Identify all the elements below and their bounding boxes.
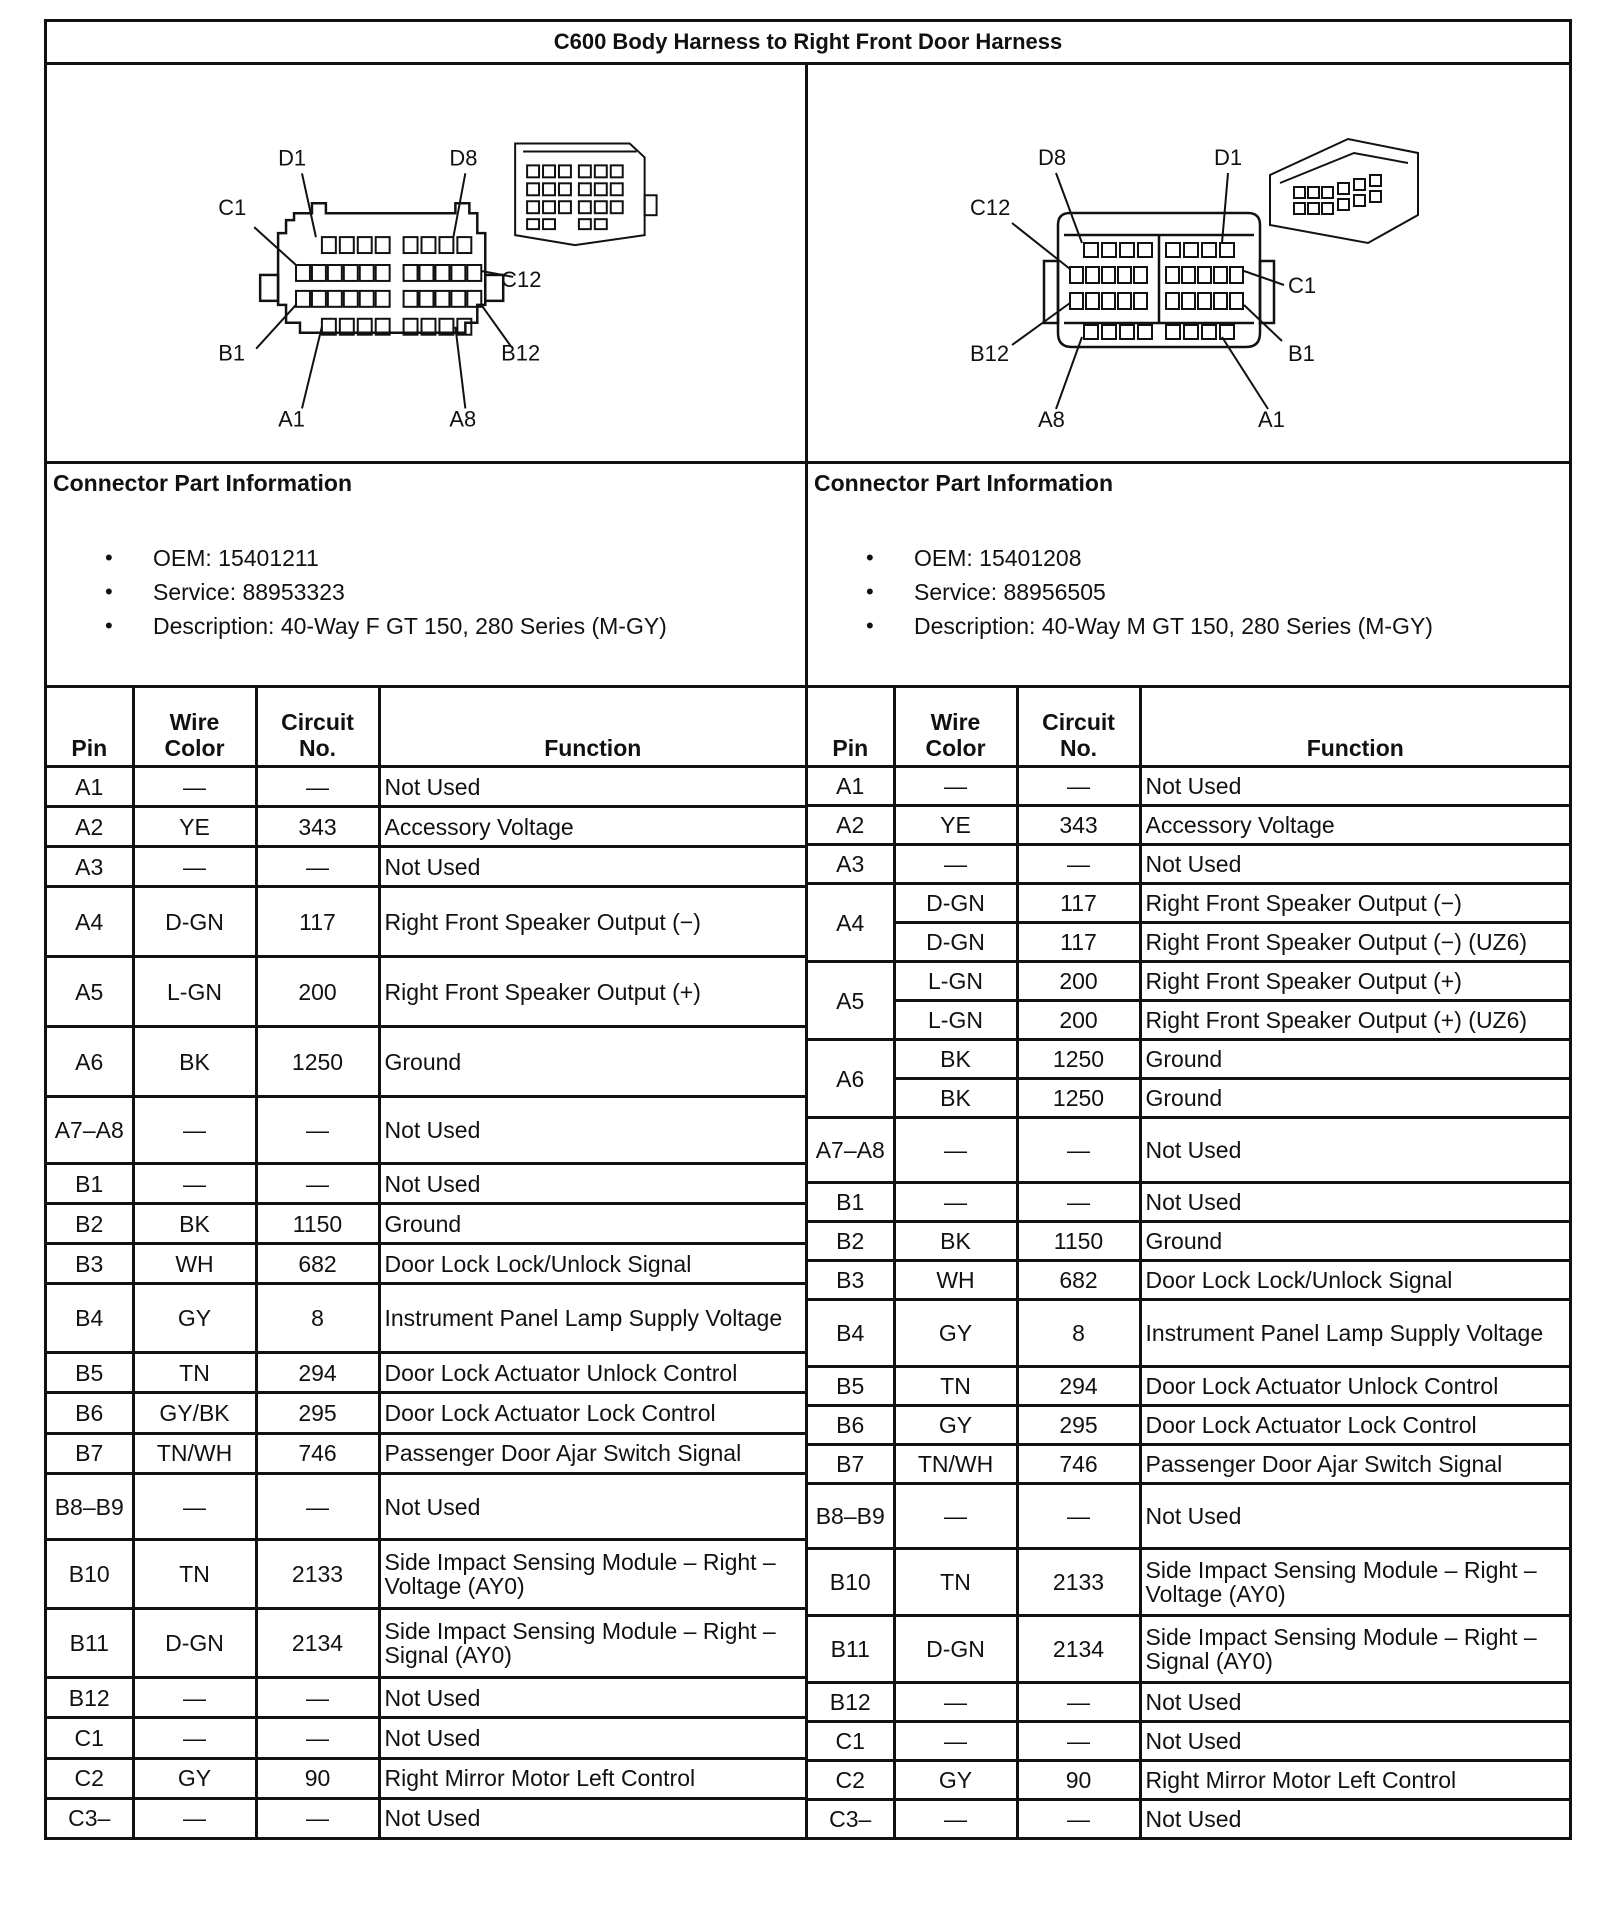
circuit-cell: 200 bbox=[1017, 1001, 1140, 1040]
function-cell: Side Impact Sensing Module – Right – Signal (AY0) bbox=[379, 1609, 807, 1678]
wire-color-cell: — bbox=[894, 845, 1017, 884]
wire-color-cell: — bbox=[894, 1118, 1017, 1183]
female-connector-face-drawing bbox=[47, 65, 805, 461]
circuit-cell: 682 bbox=[1017, 1261, 1140, 1300]
circuit-cell: 2133 bbox=[1017, 1549, 1140, 1616]
function-cell: Ground bbox=[1140, 1040, 1569, 1079]
circuit-cell: 295 bbox=[1017, 1406, 1140, 1445]
circuit-cell: 1250 bbox=[1017, 1040, 1140, 1079]
table-row bbox=[47, 807, 807, 847]
wire-color-cell: GY bbox=[894, 1406, 1017, 1445]
circuit-cell: — bbox=[256, 847, 379, 887]
function-cell: Not Used bbox=[379, 767, 807, 807]
pin-cell: B6 bbox=[808, 1406, 894, 1445]
table-row bbox=[47, 847, 807, 887]
function-cell: Not Used bbox=[379, 1678, 807, 1718]
circuit-cell: 682 bbox=[256, 1244, 379, 1284]
wire-color-cell: — bbox=[133, 1164, 256, 1204]
table-row bbox=[808, 1040, 1569, 1079]
pin-cell: B8–B9 bbox=[808, 1484, 894, 1549]
circuit-cell: 200 bbox=[256, 957, 379, 1027]
right-pinout-table bbox=[808, 688, 1569, 1837]
pin-cell: B5 bbox=[47, 1353, 133, 1393]
pin-label-a8: A8 bbox=[449, 406, 477, 432]
wire-color-cell: — bbox=[133, 1718, 256, 1758]
function-cell: Ground bbox=[1140, 1222, 1569, 1261]
pin-cell: B10 bbox=[808, 1549, 894, 1616]
table-row bbox=[808, 1683, 1569, 1722]
table-row bbox=[808, 1118, 1569, 1183]
circuit-cell: 1150 bbox=[1017, 1222, 1140, 1261]
function-cell: Side Impact Sensing Module – Right – Voltage (AY0) bbox=[379, 1540, 807, 1609]
function-cell: Side Impact Sensing Module – Right – Signal (AY0) bbox=[1140, 1616, 1569, 1683]
table-row bbox=[808, 1222, 1569, 1261]
part-info-heading: Connector Part Information bbox=[814, 470, 1114, 496]
circuit-cell: 746 bbox=[256, 1433, 379, 1473]
circuit-cell: — bbox=[256, 1097, 379, 1164]
circuit-cell: 746 bbox=[1017, 1445, 1140, 1484]
table-row bbox=[47, 1164, 807, 1204]
table-row bbox=[808, 1001, 1569, 1040]
wire-color-cell: GY bbox=[133, 1284, 256, 1353]
function-cell: Ground bbox=[1140, 1079, 1569, 1118]
function-cell: Door Lock Lock/Unlock Signal bbox=[1140, 1261, 1569, 1300]
wire-color-cell: TN bbox=[133, 1353, 256, 1393]
pin-cell: A4 bbox=[47, 887, 133, 957]
table-row bbox=[47, 1758, 807, 1798]
function-cell: Ground bbox=[379, 1204, 807, 1244]
circuit-cell: 2134 bbox=[1017, 1616, 1140, 1683]
table-row bbox=[47, 1204, 807, 1244]
pin-cell: B6 bbox=[47, 1393, 133, 1433]
pin-label-c1: C1 bbox=[1288, 273, 1317, 298]
wire-color-cell: YE bbox=[133, 807, 256, 847]
wire-color-cell: — bbox=[894, 1484, 1017, 1549]
wire-color-cell: WH bbox=[133, 1244, 256, 1284]
circuit-cell: — bbox=[256, 1798, 379, 1837]
circuit-cell: 117 bbox=[256, 887, 379, 957]
wire-color-cell: BK bbox=[894, 1079, 1017, 1118]
wire-color-cell: D-GN bbox=[133, 887, 256, 957]
table-row bbox=[808, 1261, 1569, 1300]
wire-color-cell: — bbox=[133, 1097, 256, 1164]
table-row bbox=[808, 1367, 1569, 1406]
pin-label-a1: A1 bbox=[1258, 407, 1285, 432]
function-cell: Door Lock Actuator Unlock Control bbox=[379, 1353, 807, 1393]
pin-cell: B4 bbox=[808, 1300, 894, 1367]
table-row bbox=[808, 1445, 1569, 1484]
wire-color-cell: D-GN bbox=[894, 1616, 1017, 1683]
pin-cell: A6 bbox=[47, 1027, 133, 1097]
pin-cell: B11 bbox=[47, 1609, 133, 1678]
table-row bbox=[47, 1609, 807, 1678]
connector-part-information bbox=[47, 464, 1569, 688]
pin-cell: A1 bbox=[808, 767, 894, 806]
part-info-heading: Connector Part Information bbox=[53, 470, 353, 496]
pin-cell: A5 bbox=[808, 962, 894, 1040]
table-row bbox=[47, 1678, 807, 1718]
pin-label-b12: B12 bbox=[501, 340, 541, 366]
table-row bbox=[808, 806, 1569, 845]
circuit-cell: — bbox=[1017, 845, 1140, 884]
table-row bbox=[808, 1300, 1569, 1367]
circuit-cell: 2134 bbox=[256, 1609, 379, 1678]
pin-label-d8: D8 bbox=[449, 145, 478, 171]
circuit-cell: — bbox=[1017, 1800, 1140, 1838]
function-cell: Ground bbox=[379, 1027, 807, 1097]
circuit-cell: 1150 bbox=[256, 1204, 379, 1244]
function-cell: Not Used bbox=[1140, 1118, 1569, 1183]
circuit-cell: — bbox=[1017, 767, 1140, 806]
wire-color-cell: WH bbox=[894, 1261, 1017, 1300]
pin-cell: B5 bbox=[808, 1367, 894, 1406]
table-row bbox=[47, 1540, 807, 1609]
circuit-cell: 117 bbox=[1017, 923, 1140, 962]
wire-color-cell: L-GN bbox=[894, 962, 1017, 1001]
table-row bbox=[47, 767, 807, 807]
pin-cell: A4 bbox=[808, 884, 894, 962]
table-row bbox=[808, 767, 1569, 806]
circuit-cell: 90 bbox=[1017, 1761, 1140, 1800]
function-cell: Not Used bbox=[379, 1097, 807, 1164]
pin-label-b1: B1 bbox=[1288, 341, 1315, 366]
function-cell: Right Front Speaker Output (+) bbox=[1140, 962, 1569, 1001]
function-cell: Accessory Voltage bbox=[1140, 806, 1569, 845]
function-cell: Right Front Speaker Output (−) (UZ6) bbox=[1140, 923, 1569, 962]
pin-cell: B2 bbox=[808, 1222, 894, 1261]
wire-color-cell: YE bbox=[894, 806, 1017, 845]
pin-label-c12: C12 bbox=[501, 266, 542, 292]
pinout-tables bbox=[47, 688, 1569, 1837]
function-cell: Right Front Speaker Output (+) bbox=[379, 957, 807, 1027]
function-cell: Right Front Speaker Output (+) (UZ6) bbox=[1140, 1001, 1569, 1040]
wire-color-cell: TN bbox=[894, 1549, 1017, 1616]
part-info-list bbox=[814, 541, 1563, 643]
circuit-cell: 1250 bbox=[256, 1027, 379, 1097]
left-connector-diagram bbox=[47, 65, 808, 461]
left-part-info bbox=[47, 464, 808, 685]
header-function: Function bbox=[1140, 688, 1569, 767]
table-row bbox=[808, 845, 1569, 884]
table-row bbox=[47, 1027, 807, 1097]
wire-color-cell: — bbox=[133, 767, 256, 807]
function-cell: Side Impact Sensing Module – Right – Voltage (AY0) bbox=[1140, 1549, 1569, 1616]
pin-label-d1: D1 bbox=[1214, 145, 1243, 170]
circuit-cell: 343 bbox=[1017, 806, 1140, 845]
description: • Description: 40-Way F GT 150, 280 Series (M-GY) bbox=[153, 609, 799, 643]
header-wire-color: Wire Color bbox=[133, 688, 256, 767]
table-row bbox=[808, 1549, 1569, 1616]
header-function: Function bbox=[379, 688, 807, 767]
circuit-cell: — bbox=[1017, 1683, 1140, 1722]
pin-label-d1: D1 bbox=[278, 145, 307, 171]
function-cell: Passenger Door Ajar Switch Signal bbox=[379, 1433, 807, 1473]
wire-color-cell: — bbox=[894, 767, 1017, 806]
pin-cell: A3 bbox=[47, 847, 133, 887]
pin-cell: B1 bbox=[808, 1183, 894, 1222]
oem-number: • OEM: 15401211 bbox=[153, 541, 799, 575]
pin-cell: A1 bbox=[47, 767, 133, 807]
pin-cell: A5 bbox=[47, 957, 133, 1027]
circuit-cell: — bbox=[1017, 1118, 1140, 1183]
wire-color-cell: BK bbox=[133, 1027, 256, 1097]
right-connector-diagram bbox=[808, 65, 1569, 461]
function-cell: Not Used bbox=[1140, 1800, 1569, 1838]
wire-color-cell: — bbox=[894, 1722, 1017, 1761]
table-row bbox=[808, 1800, 1569, 1838]
function-cell: Not Used bbox=[379, 1473, 807, 1540]
table-row bbox=[47, 1244, 807, 1284]
table-row bbox=[808, 962, 1569, 1001]
pin-cell: B11 bbox=[808, 1616, 894, 1683]
table-row bbox=[808, 884, 1569, 923]
wire-color-cell: TN bbox=[133, 1540, 256, 1609]
table-row bbox=[47, 1284, 807, 1353]
pinout-sheet bbox=[44, 19, 1572, 1840]
circuit-cell: — bbox=[1017, 1722, 1140, 1761]
wire-color-cell: GY/BK bbox=[133, 1393, 256, 1433]
circuit-cell: — bbox=[256, 1164, 379, 1204]
pin-cell: A3 bbox=[808, 845, 894, 884]
function-cell: Not Used bbox=[379, 1798, 807, 1837]
function-cell: Not Used bbox=[1140, 845, 1569, 884]
circuit-cell: 2133 bbox=[256, 1540, 379, 1609]
oem-number: • OEM: 15401208 bbox=[914, 541, 1563, 575]
pin-cell: A6 bbox=[808, 1040, 894, 1118]
pin-cell: C3– bbox=[47, 1798, 133, 1837]
wire-color-cell: — bbox=[133, 1473, 256, 1540]
circuit-cell: 117 bbox=[1017, 884, 1140, 923]
table-row bbox=[808, 923, 1569, 962]
function-cell: Not Used bbox=[1140, 1484, 1569, 1549]
header-wire-color: Wire Color bbox=[894, 688, 1017, 767]
function-cell: Door Lock Actuator Unlock Control bbox=[1140, 1367, 1569, 1406]
function-cell: Right Front Speaker Output (−) bbox=[1140, 884, 1569, 923]
circuit-cell: 90 bbox=[256, 1758, 379, 1798]
wire-color-cell: TN bbox=[894, 1367, 1017, 1406]
wire-color-cell: L-GN bbox=[894, 1001, 1017, 1040]
function-cell: Instrument Panel Lamp Supply Voltage bbox=[379, 1284, 807, 1353]
pin-cell: A7–A8 bbox=[47, 1097, 133, 1164]
circuit-cell: — bbox=[256, 767, 379, 807]
wire-color-cell: — bbox=[133, 847, 256, 887]
pin-cell: B1 bbox=[47, 1164, 133, 1204]
pin-cell: B12 bbox=[47, 1678, 133, 1718]
male-connector-face-drawing bbox=[808, 65, 1569, 461]
pin-cell: A7–A8 bbox=[808, 1118, 894, 1183]
pin-cell: C2 bbox=[808, 1761, 894, 1800]
circuit-cell: — bbox=[256, 1678, 379, 1718]
function-cell: Not Used bbox=[379, 1718, 807, 1758]
function-cell: Not Used bbox=[1140, 1683, 1569, 1722]
pin-cell: A2 bbox=[47, 807, 133, 847]
wire-color-cell: GY bbox=[133, 1758, 256, 1798]
service-number: • Service: 88956505 bbox=[914, 575, 1563, 609]
description: • Description: 40-Way M GT 150, 280 Series (M-GY) bbox=[914, 609, 1563, 643]
function-cell: Door Lock Lock/Unlock Signal bbox=[379, 1244, 807, 1284]
table-row bbox=[47, 1473, 807, 1540]
pin-cell: C1 bbox=[47, 1718, 133, 1758]
pin-cell: C2 bbox=[47, 1758, 133, 1798]
function-cell: Not Used bbox=[379, 847, 807, 887]
wire-color-cell: BK bbox=[894, 1040, 1017, 1079]
table-row bbox=[808, 1079, 1569, 1118]
function-cell: Not Used bbox=[379, 1164, 807, 1204]
table-row bbox=[47, 1798, 807, 1837]
circuit-cell: — bbox=[256, 1718, 379, 1758]
pin-label-b1: B1 bbox=[218, 340, 246, 366]
table-row bbox=[808, 1761, 1569, 1800]
pin-label-a8: A8 bbox=[1038, 407, 1065, 432]
table-row bbox=[47, 1393, 807, 1433]
circuit-cell: — bbox=[1017, 1484, 1140, 1549]
pin-cell: B7 bbox=[808, 1445, 894, 1484]
pin-cell: B12 bbox=[808, 1683, 894, 1722]
table-row bbox=[808, 1722, 1569, 1761]
pin-label-b12: B12 bbox=[970, 341, 1010, 366]
pin-cell: B8–B9 bbox=[47, 1473, 133, 1540]
table-row bbox=[808, 1406, 1569, 1445]
circuit-cell: 8 bbox=[1017, 1300, 1140, 1367]
pin-label-c1: C1 bbox=[218, 195, 247, 221]
left-pinout-table bbox=[47, 688, 808, 1837]
function-cell: Door Lock Actuator Lock Control bbox=[1140, 1406, 1569, 1445]
pin-cell: C1 bbox=[808, 1722, 894, 1761]
function-cell: Not Used bbox=[1140, 1183, 1569, 1222]
pin-cell: B7 bbox=[47, 1433, 133, 1473]
function-cell: Instrument Panel Lamp Supply Voltage bbox=[1140, 1300, 1569, 1367]
function-cell: Not Used bbox=[1140, 767, 1569, 806]
table-row bbox=[808, 1616, 1569, 1683]
wire-color-cell: BK bbox=[133, 1204, 256, 1244]
pin-cell: C3– bbox=[808, 1800, 894, 1838]
pin-cell: B10 bbox=[47, 1540, 133, 1609]
connector-diagrams bbox=[47, 65, 1569, 464]
circuit-cell: 200 bbox=[1017, 962, 1140, 1001]
pin-label-d8: D8 bbox=[1038, 145, 1067, 170]
wire-color-cell: GY bbox=[894, 1761, 1017, 1800]
wire-color-cell: TN/WH bbox=[894, 1445, 1017, 1484]
wire-color-cell: D-GN bbox=[133, 1609, 256, 1678]
function-cell: Right Mirror Motor Left Control bbox=[1140, 1761, 1569, 1800]
table-row bbox=[47, 1433, 807, 1473]
function-cell: Door Lock Actuator Lock Control bbox=[379, 1393, 807, 1433]
wire-color-cell: TN/WH bbox=[133, 1433, 256, 1473]
header-circuit: Circuit No. bbox=[256, 688, 379, 767]
circuit-cell: 294 bbox=[256, 1353, 379, 1393]
wire-color-cell: BK bbox=[894, 1222, 1017, 1261]
wire-color-cell: — bbox=[133, 1798, 256, 1837]
pin-label-a1: A1 bbox=[278, 406, 305, 432]
wire-color-cell: — bbox=[894, 1800, 1017, 1838]
header-circuit: Circuit No. bbox=[1017, 688, 1140, 767]
wire-color-cell: — bbox=[133, 1678, 256, 1718]
table-row bbox=[47, 1353, 807, 1393]
circuit-cell: 1250 bbox=[1017, 1079, 1140, 1118]
right-part-info bbox=[808, 464, 1569, 685]
function-cell: Not Used bbox=[1140, 1722, 1569, 1761]
wire-color-cell: D-GN bbox=[894, 923, 1017, 962]
service-number: • Service: 88953323 bbox=[153, 575, 799, 609]
table-row bbox=[47, 887, 807, 957]
table-row bbox=[808, 1183, 1569, 1222]
circuit-cell: 295 bbox=[256, 1393, 379, 1433]
function-cell: Right Mirror Motor Left Control bbox=[379, 1758, 807, 1798]
table-row bbox=[47, 1718, 807, 1758]
pin-cell: A2 bbox=[808, 806, 894, 845]
table-row bbox=[47, 1097, 807, 1164]
table-row bbox=[808, 1484, 1569, 1549]
wire-color-cell: L-GN bbox=[133, 957, 256, 1027]
wire-color-cell: GY bbox=[894, 1300, 1017, 1367]
header-pin: Pin bbox=[47, 688, 133, 767]
circuit-cell: — bbox=[1017, 1183, 1140, 1222]
circuit-cell: 343 bbox=[256, 807, 379, 847]
circuit-cell: 294 bbox=[1017, 1367, 1140, 1406]
pin-cell: B4 bbox=[47, 1284, 133, 1353]
pin-cell: B2 bbox=[47, 1204, 133, 1244]
function-cell: Accessory Voltage bbox=[379, 807, 807, 847]
circuit-cell: — bbox=[256, 1473, 379, 1540]
wire-color-cell: D-GN bbox=[894, 884, 1017, 923]
wire-color-cell: — bbox=[894, 1183, 1017, 1222]
part-info-list bbox=[53, 541, 799, 643]
pin-cell: B3 bbox=[808, 1261, 894, 1300]
pin-cell: B3 bbox=[47, 1244, 133, 1284]
function-cell: Passenger Door Ajar Switch Signal bbox=[1140, 1445, 1569, 1484]
circuit-cell: 8 bbox=[256, 1284, 379, 1353]
table-row bbox=[47, 957, 807, 1027]
pin-label-c12: C12 bbox=[970, 195, 1011, 220]
function-cell: Right Front Speaker Output (−) bbox=[379, 887, 807, 957]
header-pin: Pin bbox=[808, 688, 894, 767]
wire-color-cell: — bbox=[894, 1683, 1017, 1722]
page-title: C600 Body Harness to Right Front Door Harness bbox=[47, 22, 1569, 65]
